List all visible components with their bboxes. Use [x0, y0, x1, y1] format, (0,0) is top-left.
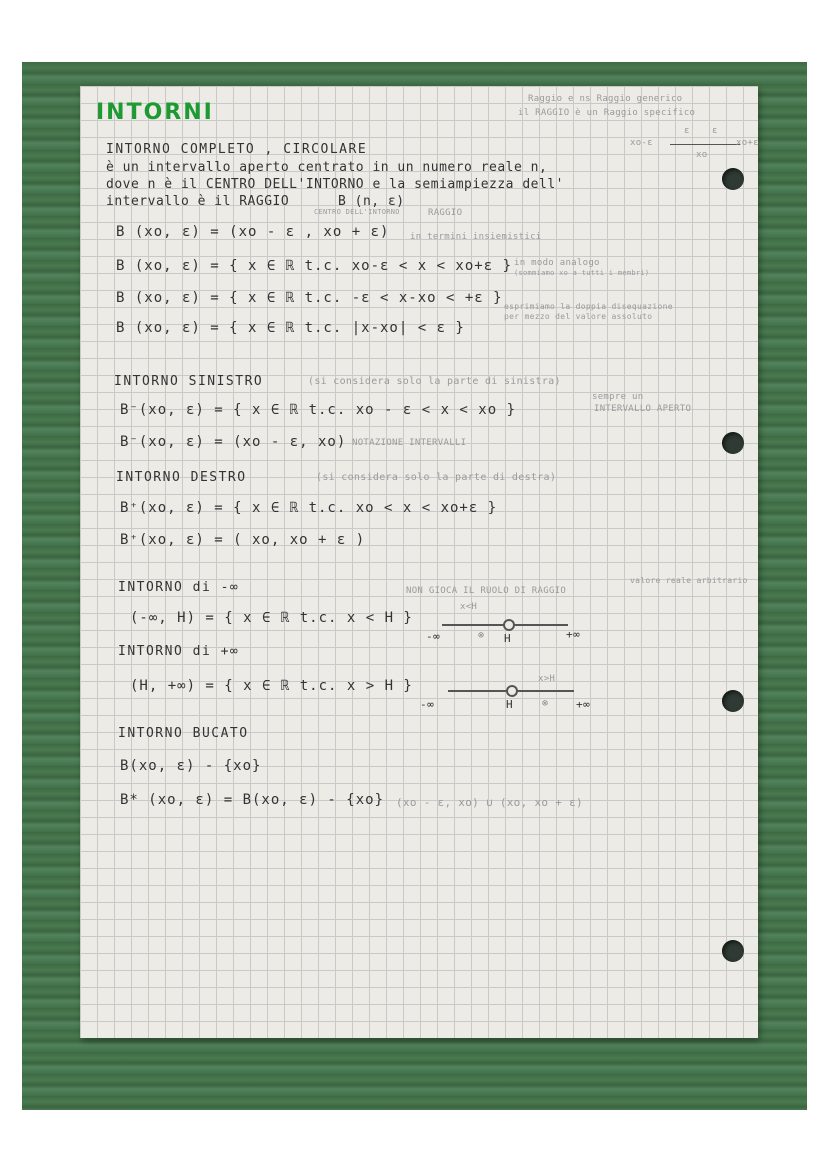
formula-bucato-note: (xo - ε, xo) ∪ (xo, xo + ε) — [396, 796, 583, 809]
raggio-note: RAGGIO — [428, 208, 463, 218]
destro-note: (si considera solo la parte di destra) — [316, 472, 557, 483]
point-h — [506, 685, 518, 697]
valore-reale-note: valore reale arbitrario — [630, 576, 748, 585]
heading-intorno-sinistro: INTORNO SINISTRO — [114, 374, 264, 389]
page-title: INTORNI — [96, 100, 214, 125]
formula-2: B (xo, ε) = { x ∈ ℝ t.c. xo-ε < x < xo+ε } — [116, 258, 513, 274]
formula-1-note: in termini insiemistici — [410, 232, 542, 242]
mini-interval-left: xo-ε — [630, 138, 653, 148]
mini-interval-eps-left: ε — [684, 126, 690, 136]
top-note-1: Raggio e ns Raggio generico — [528, 94, 683, 104]
heading-intorno-meno-infinito: INTORNO di -∞ — [118, 580, 240, 595]
definition-line-1: è un intervallo aperto centrato in un numero reale n, — [106, 160, 548, 175]
formula-sinistro-1: B⁻(xo, ε) = { x ∈ ℝ t.c. xo - ε < x < xo } — [120, 402, 517, 418]
excluded-mark: ⊗ — [478, 630, 485, 641]
binder-hole — [722, 168, 744, 190]
formula-4: B (xo, ε) = { x ∈ ℝ t.c. |x-xo| < ε } — [116, 320, 465, 336]
formula-3: B (xo, ε) = { x ∈ ℝ t.c. -ε < x-xo < +ε } — [116, 290, 503, 306]
neighborhood-notation: B (n, ε) — [338, 194, 405, 209]
mini-interval-eps-right: ε — [712, 126, 718, 136]
mini-interval-center: xo — [696, 150, 708, 160]
formula-3-note-2: per mezzo del valore assoluto — [504, 312, 653, 321]
excluded-mark: ⊗ — [542, 698, 549, 709]
heading-intorno-destro: INTORNO DESTRO — [116, 470, 247, 485]
binder-hole — [722, 940, 744, 962]
axis2-plus-infinity: +∞ — [576, 698, 591, 711]
axis1-minus-infinity: -∞ — [426, 630, 441, 643]
formula-destro-2: B⁺(xo, ε) = ( xo, xo + ε ) — [120, 532, 366, 548]
binder-hole — [722, 690, 744, 712]
formula-bucato-1: B(xo, ε) - {xo} — [120, 758, 262, 774]
definition-line-3: intervallo è il RAGGIO — [106, 194, 290, 209]
formula-sinistro-2: B⁻(xo, ε) = (xo - ε, xo) — [120, 434, 347, 450]
axis2-minus-infinity: -∞ — [420, 698, 435, 711]
point-h — [503, 619, 515, 631]
raggio-note-infinito: NON GIOCA IL RUOLO DI RAGGIO — [406, 586, 567, 596]
formula-3-note-1: esprimiamo la doppia disequazione — [504, 302, 673, 311]
top-note-2: il RAGGIO è un Raggio specifico — [518, 108, 696, 118]
axis1-label: x<H — [460, 602, 478, 612]
axis1-point-label: H — [504, 632, 512, 645]
mini-interval-line — [670, 144, 740, 145]
centro-note: CENTRO DELL'INTORNO — [314, 208, 400, 216]
formula-2-note-2: (sommiamo xo a tutti i membri) — [514, 269, 650, 277]
side-note-2: INTERVALLO APERTO — [594, 404, 692, 414]
formula-piu-infinito: (H, +∞) = { x ∈ ℝ t.c. x > H } — [130, 678, 413, 694]
side-note-1: sempre un — [592, 392, 644, 402]
definition-line-2: dove n è il CENTRO DELL'INTORNO e la semiampiezza dell' — [106, 177, 564, 192]
heading-intorno-piu-infinito: INTORNO di +∞ — [118, 644, 240, 659]
axis1-plus-infinity: +∞ — [566, 628, 581, 641]
formula-2-note-1: in modo analogo — [514, 258, 600, 268]
notebook-page — [80, 86, 758, 1038]
formula-meno-infinito: (-∞, H) = { x ∈ ℝ t.c. x < H } — [130, 610, 413, 626]
axis2-point-label: H — [506, 698, 514, 711]
heading-intorno-bucato: INTORNO BUCATO — [118, 726, 249, 741]
formula-destro-1: B⁺(xo, ε) = { x ∈ ℝ t.c. xo < x < xo+ε } — [120, 500, 498, 516]
axis2-label: x>H — [538, 674, 556, 684]
formula-1: B (xo, ε) = (xo - ε , xo + ε) — [116, 224, 390, 240]
binder-hole — [722, 432, 744, 454]
sinistro-note: (si considera solo la parte di sinistra) — [308, 376, 561, 387]
formula-bucato-2: B* (xo, ε) = B(xo, ε) - {xo} — [120, 792, 385, 808]
mini-interval-right: xo+ε — [736, 138, 759, 148]
heading-intorno-completo: INTORNO COMPLETO , CIRCOLARE — [106, 142, 368, 157]
notazione-intervalli-note: NOTAZIONE INTERVALLI — [352, 438, 467, 448]
